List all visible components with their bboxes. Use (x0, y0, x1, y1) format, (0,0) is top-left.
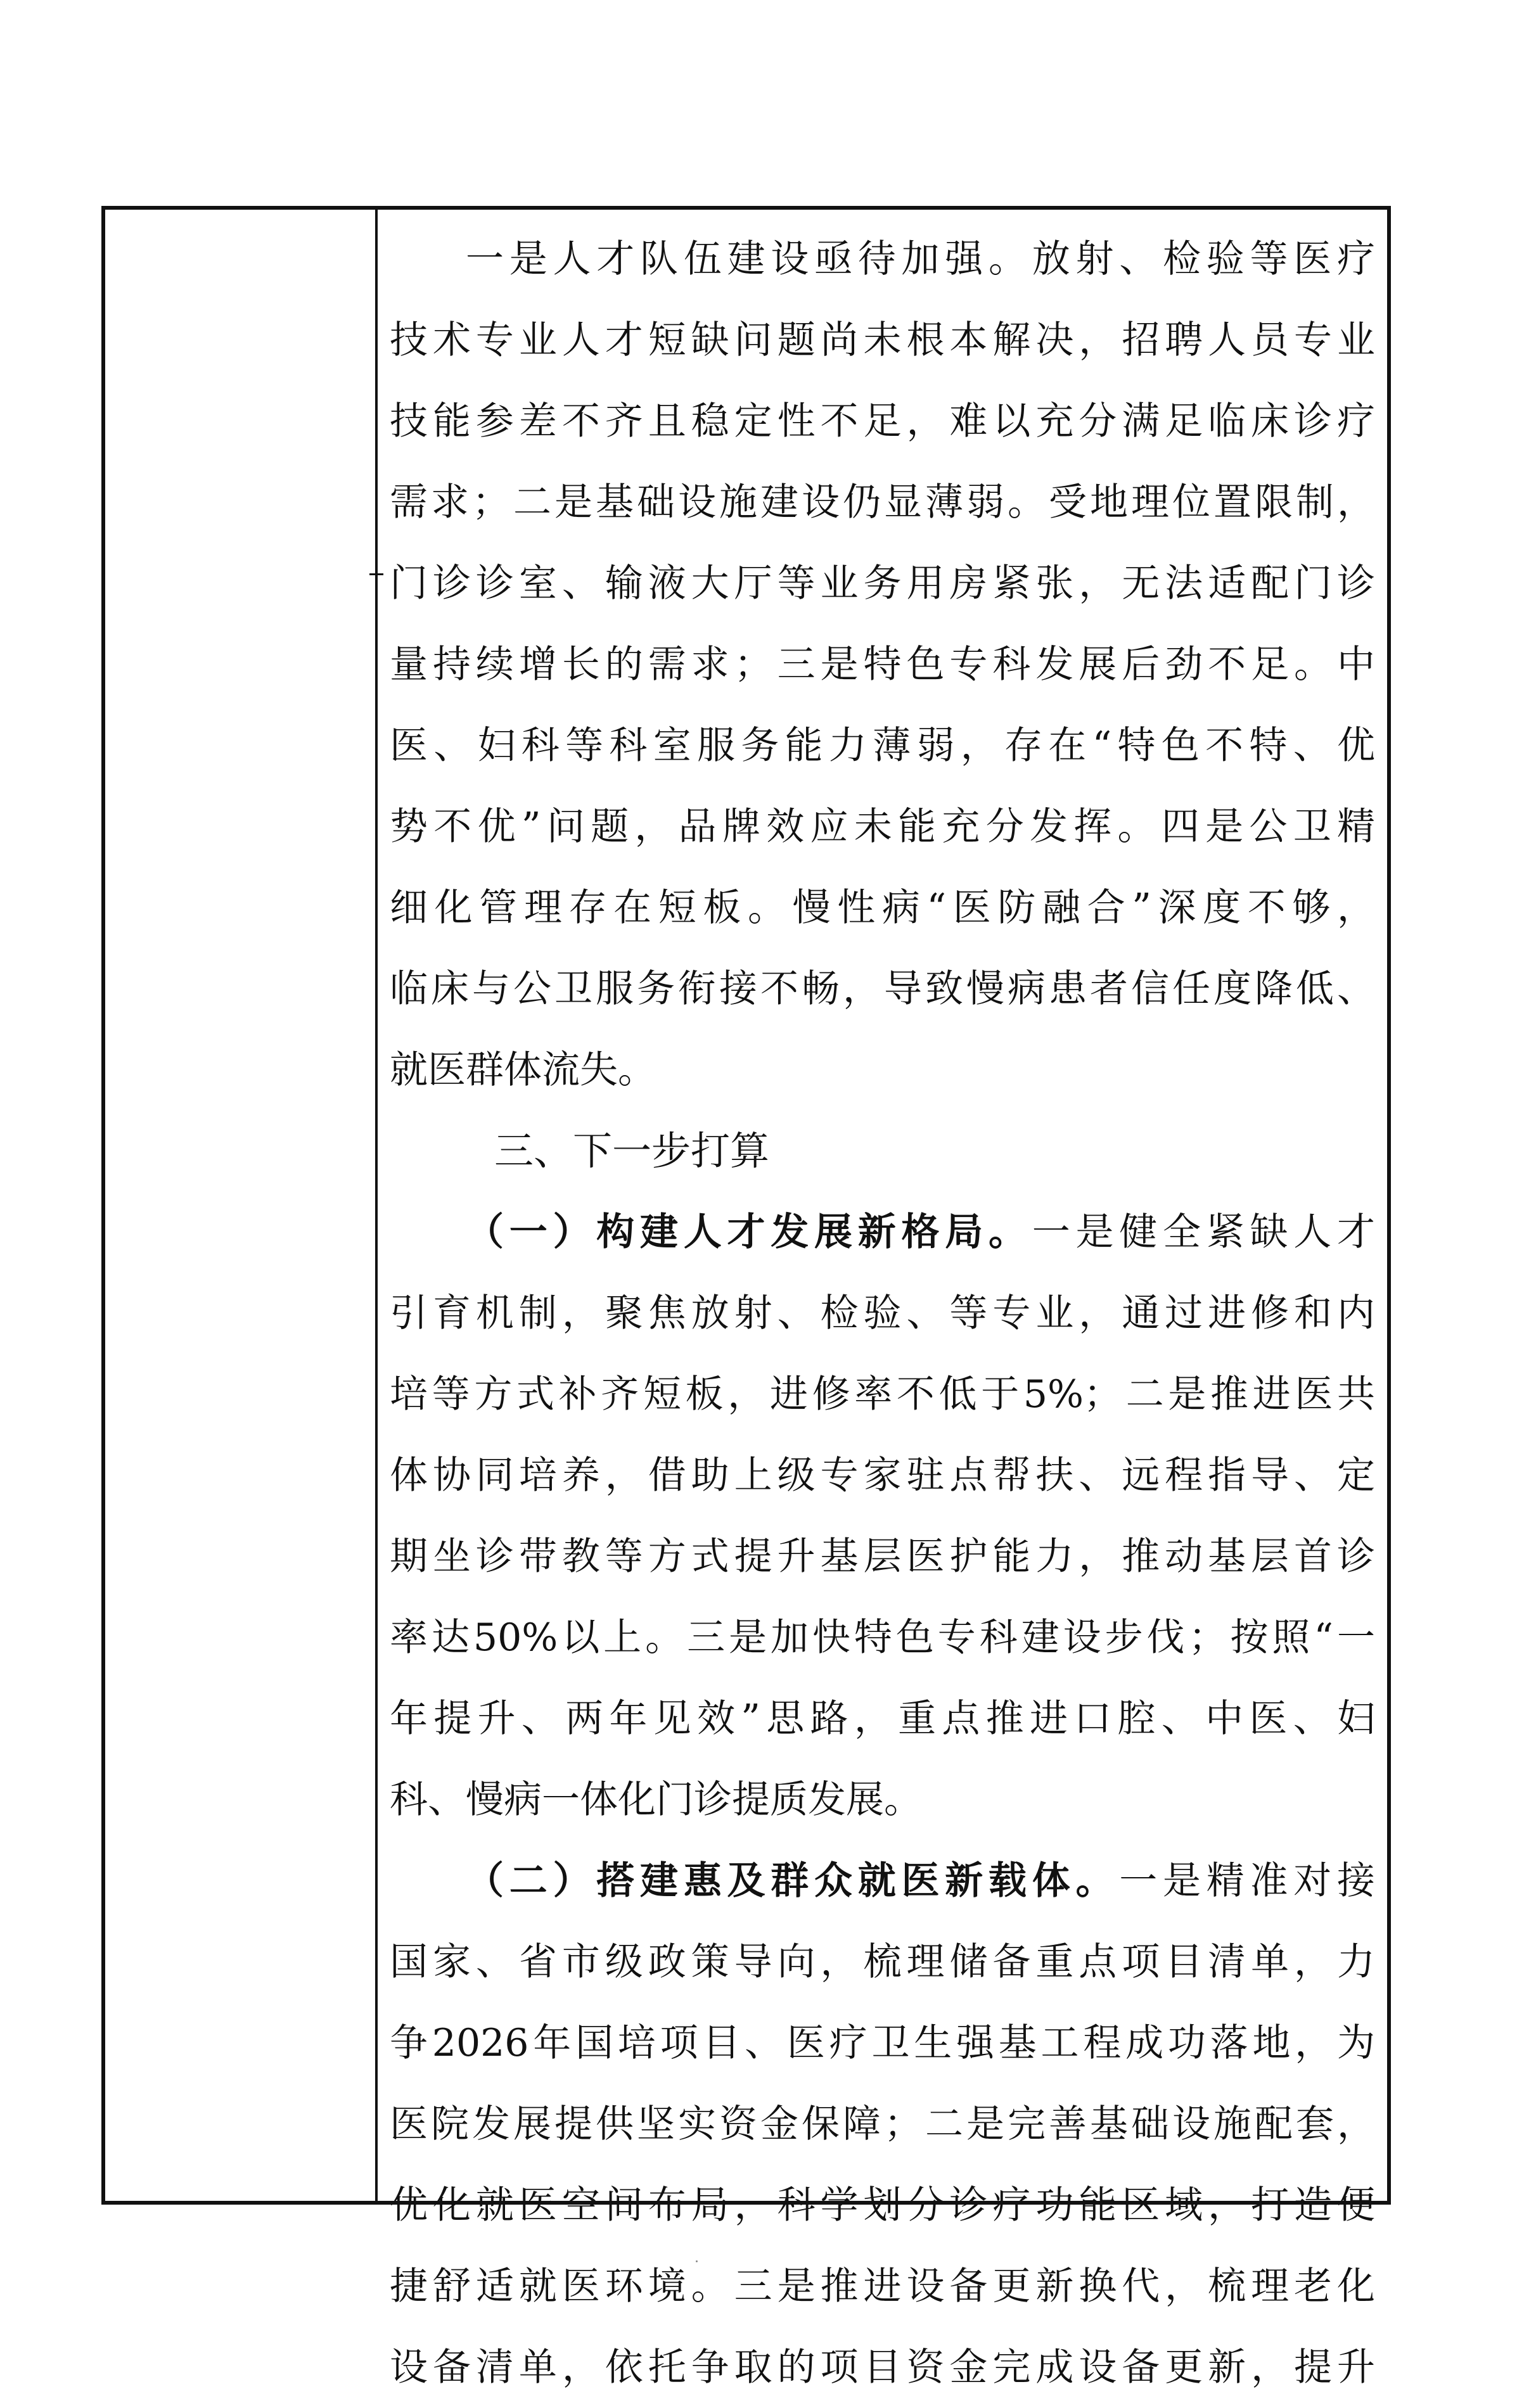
text-line (390, 1840, 1375, 1921)
table-content-cell (390, 219, 1375, 2408)
text-line: 国家、省市级政策导向，梳理储备重点项目清单，力 (390, 1940, 1375, 1984)
text-line: 体协同培养，借助上级专家驻点帮扶、远程指导、定 (390, 1453, 1375, 1498)
text-line: 就医群体流失。 (390, 1048, 656, 1092)
text-line: 培等方式补齐短板，进修率不低于5%；二是推进医共 (390, 1372, 1375, 1417)
text-line: 技能参差不齐且稳定性不足，难以充分满足临床诊疗 (390, 399, 1375, 443)
text-line: 引育机制，聚焦放射、检验、等专业，通过进修和内 (390, 1291, 1375, 1335)
text-line: 量持续增长的需求；三是特色专科发展后劲不足。中 (390, 642, 1375, 687)
paragraph-problems (390, 219, 1375, 1111)
text-line: 率达50%以上。三是加快特色专科建设步伐；按照“一 (390, 1615, 1375, 1660)
column-divider (375, 206, 378, 2205)
paragraph-lead-rest: 一是健全紧缺人才 (1032, 1210, 1375, 1254)
margin-tick-mark (369, 573, 383, 575)
text-line: 需求；二是基础设施建设仍显薄弱。受地理位置限制， (390, 480, 1375, 525)
text-line (390, 1192, 1375, 1273)
text-line: 年提升、两年见效”思路，重点推进口腔、中医、妇 (390, 1697, 1375, 1741)
section-heading: 三、下一步打算 (494, 1128, 770, 1174)
text-line: 临床与公卫服务衔接不畅，导致慢病患者信任度降低、 (390, 967, 1375, 1011)
text-line: 争2026年国培项目、医疗卫生强基工程成功落地，为 (390, 2021, 1375, 2065)
text-line: 捷舒适就医环境。三是推进设备更新换代，梳理老化 (390, 2264, 1375, 2309)
paragraph-lead-rest: 一是精准对接 (1119, 1859, 1375, 1903)
paragraph-lead: （一）构建人才发展新格局。 (466, 1210, 1032, 1254)
text-line: 细化管理存在短板。慢性病“医防融合”深度不够， (390, 886, 1375, 930)
scan-speck (696, 2260, 698, 2262)
text-line: 优化就医空间布局，科学划分诊疗功能区域，打造便 (390, 2183, 1375, 2227)
text-line: 门诊诊室、输液大厅等业务用房紧张，无法适配门诊 (390, 561, 1375, 606)
paragraph-talent (390, 1192, 1375, 1840)
text-line: 一是人才队伍建设亟待加强。放射、检验等医疗 (466, 237, 1375, 281)
text-line: 科、慢病一体化门诊提质发展。 (390, 1778, 922, 1822)
paragraph-carrier (390, 1840, 1375, 2408)
paragraph-lead: （二）搭建惠及群众就医新载体。 (466, 1859, 1120, 1903)
text-line: 技术专业人才短缺问题尚未根本解决，招聘人员专业 (390, 318, 1375, 362)
text-line: 势不优”问题，品牌效应未能充分发挥。四是公卫精 (390, 805, 1375, 849)
text-line: 期坐诊带教等方式提升基层医护能力，推动基层首诊 (390, 1534, 1375, 1579)
text-line: 设备清单，依托争取的项目资金完成设备更新，提升 (390, 2345, 1375, 2390)
text-line: 医、妇科等科室服务能力薄弱，存在“特色不特、优 (390, 723, 1375, 768)
text-line: 医院发展提供坚实资金保障；二是完善基础设施配套， (390, 2102, 1375, 2146)
